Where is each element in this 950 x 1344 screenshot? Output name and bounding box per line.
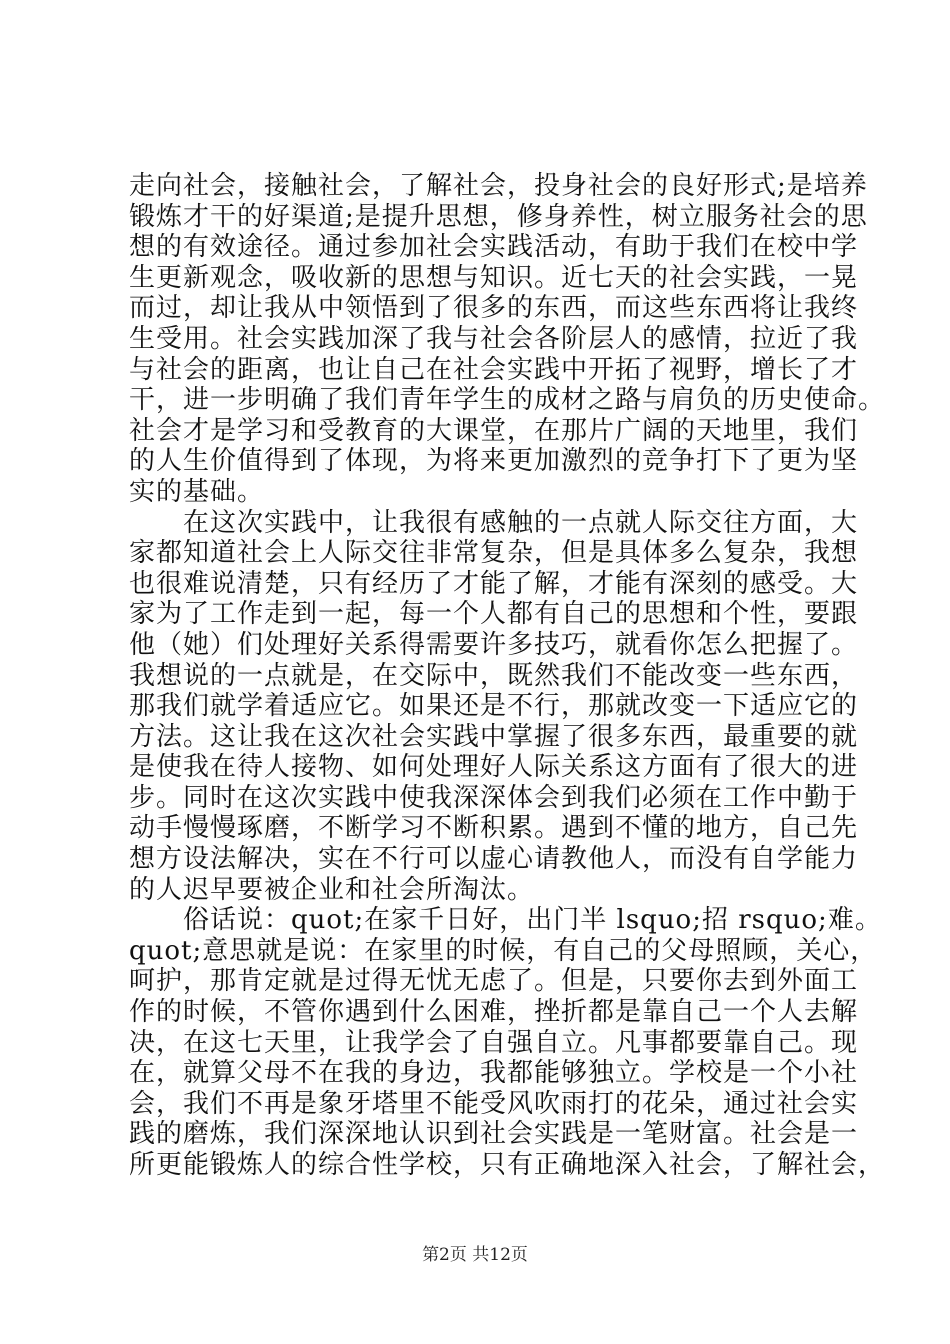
text-line: 生更新观念，吸收新的思想与知识。近七天的社会实践，一晃 bbox=[129, 262, 859, 293]
document-body bbox=[129, 171, 886, 1181]
text-line: 干，进一步明确了我们青年学生的成材之路与肩负的历史使命。 bbox=[129, 385, 886, 416]
text-line: quot;意思就是说：在家里的时候，有自己的父母照顾，关心， bbox=[129, 935, 878, 966]
text-line: 生受用。社会实践加深了我与社会各阶层人的感情，拉近了我 bbox=[129, 323, 859, 354]
paragraph bbox=[129, 507, 859, 906]
text-line: 践的磨炼，我们深深地认识到社会实践是一笔财富。社会是一 bbox=[129, 1119, 859, 1150]
text-line: 想的有效途径。通过参加社会实践活动，有助于我们在校中学 bbox=[129, 232, 859, 263]
text-line: 走向社会，接触社会，了解社会，投身社会的良好形式;是培养 bbox=[129, 171, 868, 201]
text-line: 决，在这七天里，让我学会了自强自立。凡事都要靠自己。现 bbox=[129, 1027, 859, 1058]
text-line: 方法。这让我在这次社会实践中掌握了很多东西，最重要的就 bbox=[129, 721, 859, 752]
paragraph bbox=[129, 905, 886, 1180]
text-line: 锻炼才干的好渠道;是提升思想，修身养性，树立服务社会的思 bbox=[129, 201, 868, 232]
text-line: 动手慢慢琢磨，不断学习不断积累。遇到不懂的地方，自己先 bbox=[129, 813, 859, 844]
text-line: 在，就算父母不在我的身边，我都能够独立。学校是一个小社 bbox=[129, 1058, 859, 1089]
text-line: 在这次实践中，让我很有感触的一点就人际交往方面，大 bbox=[183, 507, 859, 538]
text-line: 呵护，那肯定就是过得无忧无虑了。但是，只要你去到外面工 bbox=[129, 966, 859, 997]
text-line: 家为了工作走到一起，每一个人都有自己的思想和个性，要跟 bbox=[129, 599, 859, 630]
text-line: 家都知道社会上人际交往非常复杂，但是具体多么复杂，我想 bbox=[129, 538, 859, 569]
text-line: 与社会的距离，也让自己在社会实践中开拓了视野，增长了才 bbox=[129, 354, 859, 385]
text-line: 的人生价值得到了体现，为将来更加激烈的竞争打下了更为坚 bbox=[129, 446, 859, 477]
text-line: 会，我们不再是象牙塔里不能受风吹雨打的花朵，通过社会实 bbox=[129, 1088, 859, 1119]
text-line: 所更能锻炼人的综合性学校，只有正确地深入社会，了解社会， bbox=[129, 1150, 886, 1180]
text-line: 社会才是学习和受教育的大课堂，在那片广阔的天地里，我们 bbox=[129, 415, 859, 446]
text-line: 步。同时在这次实践中使我深深体会到我们必须在工作中勤于 bbox=[129, 782, 859, 813]
text-line: 那我们就学着适应它。如果还是不行，那就改变一下适应它的 bbox=[129, 691, 859, 722]
text-line: 的人迟早要被企业和社会所淘汰。 bbox=[129, 874, 535, 905]
page-footer: 第2页 共12页 bbox=[422, 1245, 528, 1265]
paragraph bbox=[129, 171, 886, 508]
text-line: 是使我在待人接物、如何处理好人际关系这方面有了很大的进 bbox=[129, 752, 859, 783]
text-line: 而过，却让我从中领悟到了很多的东西，而这些东西将让我终 bbox=[129, 293, 859, 324]
text-line: 实的基础。 bbox=[129, 476, 265, 507]
text-line: 俗话说：quot;在家千日好，出门半 lsquo;招 rsquo;难。 bbox=[183, 905, 882, 936]
text-line: 作的时候，不管你遇到什么困难，挫折都是靠自己一个人去解 bbox=[129, 997, 859, 1028]
text-line: 我想说的一点就是，在交际中，既然我们不能改变一些东西， bbox=[129, 660, 859, 691]
text-line: 也很难说清楚，只有经历了才能了解，才能有深刻的感受。大 bbox=[129, 568, 859, 599]
text-line: 他（她）们处理好关系得需要许多技巧，就看你怎么把握了。 bbox=[129, 629, 859, 660]
text-line: 想方设法解决，实在不行可以虚心请教他人，而没有自学能力 bbox=[129, 844, 859, 875]
